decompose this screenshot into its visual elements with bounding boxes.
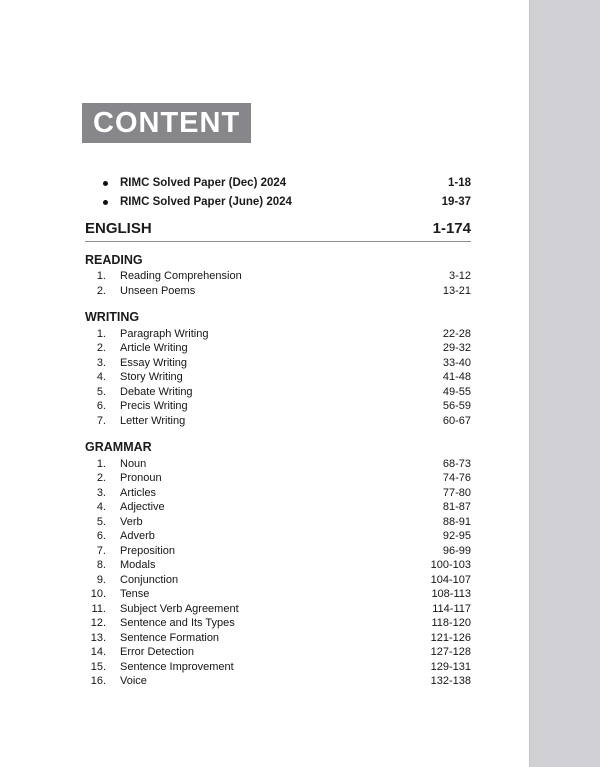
item-pages: 127-128 xyxy=(430,646,471,659)
item-label: Noun xyxy=(120,457,147,470)
front-matter-row xyxy=(85,177,471,196)
section-title: GRAMMAR xyxy=(85,440,152,455)
item-label: Error Detection xyxy=(120,646,194,659)
toc-item xyxy=(85,270,471,285)
item-number: 13. xyxy=(90,631,106,644)
item-number: 4. xyxy=(96,501,106,514)
toc-item xyxy=(85,516,471,531)
toc-item xyxy=(85,675,471,690)
item-pages: 92-95 xyxy=(442,530,471,543)
subject-row xyxy=(85,220,471,242)
toc-item xyxy=(85,501,471,516)
section-items xyxy=(85,458,471,690)
toc-item xyxy=(85,400,471,415)
item-label: Adverb xyxy=(120,530,155,543)
item-label: Tense xyxy=(120,588,150,601)
item-label: Sentence Improvement xyxy=(120,660,234,673)
item-pages: 29-32 xyxy=(442,342,471,355)
item-number: 12. xyxy=(90,617,106,630)
front-matter-row xyxy=(85,196,471,215)
section-items xyxy=(85,328,471,430)
toc-item xyxy=(85,574,471,589)
toc-item xyxy=(85,328,471,343)
item-label: Adjective xyxy=(120,501,165,514)
item-label: Preposition xyxy=(120,544,176,557)
item-number: 2. xyxy=(96,472,106,485)
section-writing xyxy=(85,311,471,429)
item-pages: 56-59 xyxy=(442,400,471,413)
item-pages: 108-113 xyxy=(431,588,471,601)
item-label: Article Writing xyxy=(120,342,188,355)
page-title: CONTENT xyxy=(93,107,241,139)
item-label: Precis Writing xyxy=(120,400,188,413)
item-label: Subject Verb Agreement xyxy=(120,602,239,615)
item-pages: 41-48 xyxy=(442,371,471,384)
item-number: 1. xyxy=(96,270,106,283)
toc-item xyxy=(85,588,471,603)
item-label: Conjunction xyxy=(120,573,179,586)
item-pages: 77-80 xyxy=(442,486,471,499)
item-number: 16. xyxy=(90,675,106,688)
item-pages: 118-120 xyxy=(431,617,471,630)
item-number: 2. xyxy=(96,342,106,355)
toc-item xyxy=(85,487,471,502)
item-label: Sentence Formation xyxy=(120,631,220,644)
item-number: 15. xyxy=(90,660,106,673)
content-title-box xyxy=(82,103,251,143)
bullet-icon xyxy=(103,200,108,205)
item-label: Modals xyxy=(120,559,156,572)
item-number: 11. xyxy=(91,602,106,615)
item-pages: 121-126 xyxy=(430,631,471,644)
item-pages: 104-107 xyxy=(430,573,471,586)
item-pages: 60-67 xyxy=(442,414,471,427)
item-label: Debate Writing xyxy=(120,385,193,398)
item-pages: 96-99 xyxy=(442,544,471,557)
item-number: 14. xyxy=(90,646,106,659)
item-number: 9. xyxy=(96,573,106,586)
item-pages: 100-103 xyxy=(430,559,471,572)
item-number: 1. xyxy=(96,457,106,470)
item-pages: 3-12 xyxy=(448,270,471,283)
toc-item xyxy=(85,617,471,632)
toc-item xyxy=(85,632,471,647)
section-items xyxy=(85,270,471,299)
toc-item xyxy=(85,646,471,661)
item-number: 5. xyxy=(96,515,106,528)
toc-item xyxy=(85,545,471,560)
toc-item xyxy=(85,603,471,618)
bullet-icon xyxy=(103,181,108,186)
item-pages: 114-117 xyxy=(432,602,471,615)
item-number: 3. xyxy=(96,356,106,369)
item-label: Verb xyxy=(120,515,143,528)
item-number: 6. xyxy=(96,400,106,413)
section-title: READING xyxy=(85,252,143,267)
section-title: WRITING xyxy=(85,310,140,325)
front-item-label: RIMC Solved Paper (Dec) 2024 xyxy=(120,177,287,189)
item-label: Letter Writing xyxy=(120,414,186,427)
item-number: 8. xyxy=(96,559,106,572)
front-item-label: RIMC Solved Paper (June) 2024 xyxy=(120,196,292,209)
item-number: 5. xyxy=(96,385,106,398)
item-number: 4. xyxy=(96,371,106,384)
item-pages: 129-131 xyxy=(430,660,471,673)
toc-body xyxy=(85,177,471,690)
item-number: 7. xyxy=(96,544,106,557)
item-number: 7. xyxy=(96,414,106,427)
front-item-pages: 19-37 xyxy=(441,196,471,209)
toc-item xyxy=(85,415,471,430)
toc-item xyxy=(85,661,471,676)
item-label: Unseen Poems xyxy=(120,284,196,297)
toc-item xyxy=(85,357,471,372)
item-pages: 13-21 xyxy=(442,284,471,297)
section-grammar xyxy=(85,441,471,690)
item-number: 3. xyxy=(96,486,106,499)
item-number: 1. xyxy=(96,327,106,340)
front-item-pages: 1-18 xyxy=(447,177,471,189)
item-pages: 81-87 xyxy=(442,501,471,514)
toc-item xyxy=(85,342,471,357)
front-matter-list xyxy=(85,177,471,216)
toc-item xyxy=(85,386,471,401)
item-number: 2. xyxy=(96,284,106,297)
item-pages: 74-76 xyxy=(442,472,471,485)
item-pages: 68-73 xyxy=(442,457,471,470)
subject-pages: 1-174 xyxy=(432,219,471,237)
section-reading xyxy=(85,254,471,300)
item-pages: 49-55 xyxy=(442,385,471,398)
item-label: Essay Writing xyxy=(120,356,188,369)
item-label: Story Writing xyxy=(120,371,183,384)
item-label: Reading Comprehension xyxy=(120,270,242,283)
toc-item xyxy=(85,530,471,545)
toc-item xyxy=(85,458,471,473)
toc-item xyxy=(85,559,471,574)
item-pages: 132-138 xyxy=(430,675,471,688)
subject-label: ENGLISH xyxy=(85,219,152,237)
item-number: 6. xyxy=(96,530,106,543)
toc-item xyxy=(85,285,471,300)
toc-item xyxy=(85,371,471,386)
item-label: Pronoun xyxy=(120,472,162,485)
item-number: 10. xyxy=(90,588,106,601)
item-label: Paragraph Writing xyxy=(120,327,209,340)
toc-item xyxy=(85,472,471,487)
item-label: Voice xyxy=(120,675,147,688)
item-pages: 88-91 xyxy=(442,515,471,528)
item-label: Articles xyxy=(120,486,157,499)
item-pages: 22-28 xyxy=(442,327,471,340)
item-pages: 33-40 xyxy=(442,356,471,369)
item-label: Sentence and Its Types xyxy=(120,617,235,630)
page-edge-strip xyxy=(529,0,600,767)
